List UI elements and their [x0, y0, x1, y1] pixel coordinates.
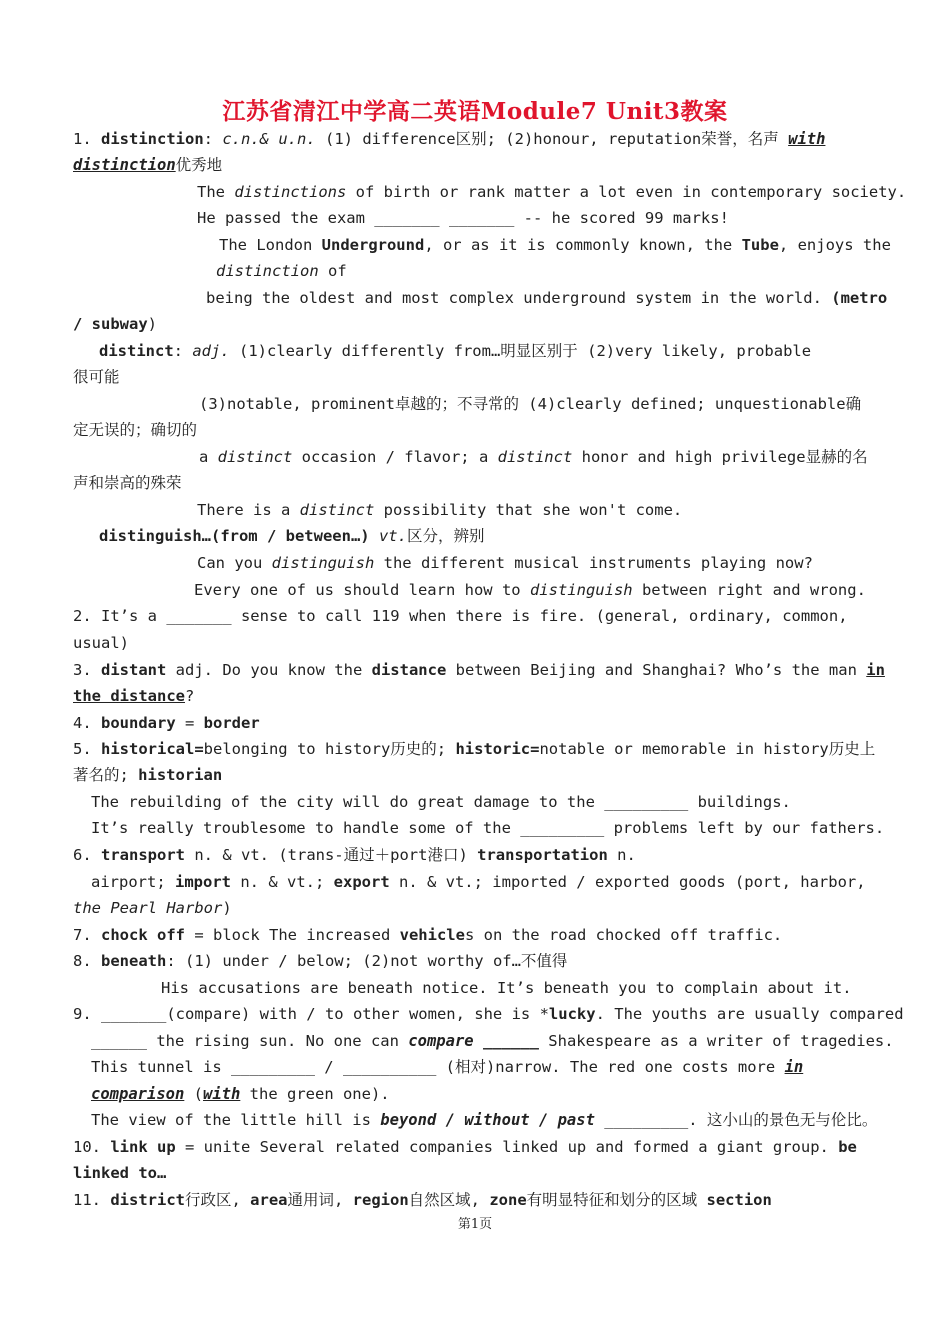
text-run: historic=	[455, 740, 540, 758]
text-line	[73, 765, 222, 785]
text-run: distinguish…(from / between…)	[99, 527, 370, 545]
text-run: vehicle	[399, 926, 465, 944]
text-run: . The youths are usually compared	[595, 1005, 904, 1023]
text-line	[73, 951, 567, 971]
text-run: 有明显特征和划分的区域	[526, 1191, 707, 1209]
text-line	[91, 1031, 894, 1051]
text-run: possibility that she won't come.	[374, 501, 683, 519]
text-line	[73, 660, 885, 680]
text-line	[199, 447, 868, 467]
text-run: (	[184, 1085, 203, 1103]
text-run: The	[197, 183, 235, 201]
text-run: in	[784, 1058, 804, 1076]
text-run: belonging to history历史的;	[203, 740, 456, 758]
page-footer: 第1页	[457, 1217, 493, 1232]
text-run: 定无误的；确切的	[73, 421, 198, 439]
text-run: beyond / without / past	[380, 1111, 595, 1129]
text-run: 3.	[73, 661, 101, 679]
text-run: a	[199, 448, 218, 466]
text-run: / subway	[73, 315, 148, 333]
text-run: 区分，辨别	[406, 527, 485, 545]
text-run: It’s really troublesome to handle some of the _________ problems left by our fathers.	[91, 819, 885, 837]
text-run	[474, 1032, 483, 1050]
text-run: lucky	[548, 1005, 596, 1023]
text-line	[99, 341, 811, 361]
text-run: The view of the little hill is	[91, 1111, 381, 1129]
text-run: transport	[101, 846, 185, 864]
text-run: 1.	[73, 130, 101, 148]
text-line	[197, 182, 906, 202]
text-line	[91, 1084, 390, 1104]
text-run: c.n.& u.n.	[222, 130, 316, 148]
text-line	[91, 818, 884, 838]
text-line	[91, 1057, 803, 1077]
text-run: honor and high privilege显赫的名	[572, 448, 868, 466]
text-run: of birth or rank matter a lot even in contemporary society.	[346, 183, 907, 201]
text-line	[73, 1190, 772, 1210]
text-run: adj.	[192, 342, 230, 360]
text-run: 10.	[73, 1138, 111, 1156]
text-run: :	[203, 130, 223, 148]
text-run: be	[838, 1138, 857, 1156]
text-run: 7.	[73, 926, 101, 944]
text-run: :	[173, 342, 193, 360]
text-run: linked to…	[73, 1164, 167, 1182]
text-run: vt.	[378, 527, 407, 545]
text-run: Shakespeare as a writer of tragedies.	[538, 1032, 894, 1050]
text-run: export	[333, 873, 390, 891]
text-run: 著名的;	[73, 766, 139, 784]
text-line	[197, 500, 682, 520]
text-run: 优秀地	[175, 156, 223, 174]
text-run: 4.	[73, 714, 101, 732]
text-line	[73, 739, 875, 759]
text-run: zone	[489, 1191, 527, 1209]
text-run: His accusations are beneath notice. It’s beneath you to complain about it.	[161, 979, 852, 997]
text-line	[73, 473, 182, 493]
text-run: the green one).	[240, 1085, 390, 1103]
text-run: link up	[110, 1138, 176, 1156]
text-run: (metro	[831, 289, 888, 307]
text-run: area	[250, 1191, 288, 1209]
text-run: ?	[184, 687, 195, 705]
text-run: with	[203, 1085, 241, 1103]
text-run: section	[706, 1191, 772, 1209]
text-run: distinct	[497, 448, 573, 466]
text-line	[73, 686, 194, 706]
text-line	[216, 261, 347, 281]
text-run: 声和崇高的殊荣	[73, 474, 182, 492]
text-run	[370, 527, 379, 545]
text-run: historian	[138, 766, 223, 784]
text-line	[91, 1110, 877, 1130]
text-line	[73, 1137, 857, 1157]
text-line	[73, 845, 636, 865]
text-run: This tunnel is _________ / __________ (相对)narrow. The red one costs more	[91, 1058, 785, 1076]
text-run: (1)clearly differently from…明显区别于 (2)very likely, probable	[229, 342, 812, 360]
text-run: district	[110, 1191, 185, 1209]
text-run: s on the road chocked off traffic.	[464, 926, 783, 944]
text-run: (3)notable, prominent卓越的；不寻常的 (4)clearly defined; unquestionable确	[199, 395, 862, 413]
text-run: boundary	[101, 714, 176, 732]
text-run: 很可能	[73, 368, 120, 386]
text-run: 自然区域,	[408, 1191, 490, 1209]
text-run: =	[175, 714, 204, 732]
text-run: He passed the exam _______ _______ -- he scored 99 marks!	[197, 209, 729, 227]
text-line	[73, 367, 120, 387]
text-line	[73, 155, 222, 175]
text-run: adj. Do you know the	[166, 661, 372, 679]
text-line	[73, 713, 260, 733]
text-run: distinguish	[271, 554, 375, 572]
text-line	[73, 129, 825, 149]
text-run: between right and wrong.	[632, 581, 866, 599]
text-line	[73, 1163, 166, 1183]
text-run: 9. _______(compare) with / to other women, she is *	[73, 1005, 549, 1023]
text-run: in	[866, 661, 885, 679]
text-run: distinguish	[529, 581, 633, 599]
text-run: : (1) under / below; (2)not worthy of…不值得	[166, 952, 568, 970]
text-run: distant	[101, 661, 167, 679]
text-run: distance	[371, 661, 447, 679]
text-run: occasion / flavor; a	[292, 448, 498, 466]
text-run: transportation	[477, 846, 608, 864]
text-run: beneath	[101, 952, 167, 970]
text-line	[91, 872, 866, 892]
text-line	[161, 978, 852, 998]
text-run: the distance	[73, 687, 185, 705]
text-line	[194, 580, 866, 600]
text-run: = unite Several related companies linked up and formed a giant group.	[175, 1138, 839, 1156]
text-run: There is a	[197, 501, 300, 519]
text-run: 通用词,	[287, 1191, 353, 1209]
text-run: 8.	[73, 952, 101, 970]
text-run: Every one of us should learn how to	[194, 581, 530, 599]
text-line	[73, 633, 129, 653]
text-run: airport;	[91, 873, 175, 891]
text-run: , enjoys the	[778, 236, 891, 254]
text-run: Underground	[321, 236, 425, 254]
text-line	[197, 208, 729, 228]
text-line	[99, 526, 484, 546]
text-run: comparison	[91, 1085, 185, 1103]
text-run: of	[318, 262, 347, 280]
text-run: the different musical instruments playing now?	[374, 554, 813, 572]
text-run: 2. It’s a _______ sense to call 119 when there is fire. (general, ordinary, common,	[73, 607, 848, 625]
text-run: 行政区,	[184, 1191, 251, 1209]
text-line	[206, 288, 887, 308]
text-run: n. & vt.;	[231, 873, 334, 891]
text-line	[73, 1004, 904, 1024]
text-run: border	[203, 714, 260, 732]
text-line	[73, 314, 157, 334]
text-run: ______	[482, 1032, 539, 1050]
text-run: Can you	[197, 554, 272, 572]
text-line	[219, 235, 891, 255]
text-run: 11.	[73, 1191, 111, 1209]
text-run: between Beijing and Shanghai? Who’s the man	[446, 661, 867, 679]
text-run: distinction	[101, 130, 204, 148]
text-run: 5.	[73, 740, 101, 758]
text-line	[91, 792, 791, 812]
text-run: the Pearl Harbor	[73, 899, 223, 917]
text-run: distinct	[99, 342, 174, 360]
document-title: 江苏省清江中学高二英语Module7 Unit3教案	[222, 98, 728, 125]
text-line	[197, 553, 813, 573]
text-run: Tube	[741, 236, 779, 254]
text-line	[73, 420, 197, 440]
text-run: historical=	[101, 740, 204, 758]
text-line	[73, 898, 232, 918]
text-run: usual)	[73, 634, 129, 652]
text-run: , or as it is commonly known, the	[424, 236, 742, 254]
text-run: The rebuilding of the city will do great damage to the _________ buildings.	[91, 793, 791, 811]
text-run: distinction	[216, 262, 319, 280]
text-line	[199, 394, 861, 414]
text-run: distinct	[299, 501, 375, 519]
text-run: n.	[607, 846, 636, 864]
text-run: ______ the rising sun. No one can	[91, 1032, 409, 1050]
text-run: 6.	[73, 846, 101, 864]
text-line	[73, 606, 848, 626]
text-run: being the oldest and most complex underground system in the world.	[206, 289, 832, 307]
text-run: (1) difference区别; (2)honour, reputation荣誉，名声	[315, 130, 789, 148]
text-run: distinction	[73, 156, 176, 174]
text-run: compare	[408, 1032, 474, 1050]
text-line	[73, 925, 782, 945]
text-run: _________. 这小山的景色无与伦比。	[594, 1111, 878, 1129]
text-run: distinctions	[234, 183, 347, 201]
text-run: n. & vt.; imported / exported goods (port, harbor,	[389, 873, 866, 891]
text-run: distinct	[217, 448, 293, 466]
text-run: n. & vt. (trans-通过＋port港口)	[185, 846, 478, 864]
text-run: The London	[219, 236, 322, 254]
text-run: chock off	[101, 926, 185, 944]
text-run: = block The increased	[185, 926, 400, 944]
text-run: import	[175, 873, 231, 891]
text-run: )	[222, 899, 232, 917]
text-run: )	[147, 315, 157, 333]
text-run: region	[352, 1191, 409, 1209]
text-run: notable or memorable in history历史上	[539, 740, 876, 758]
text-run: with	[788, 130, 826, 148]
